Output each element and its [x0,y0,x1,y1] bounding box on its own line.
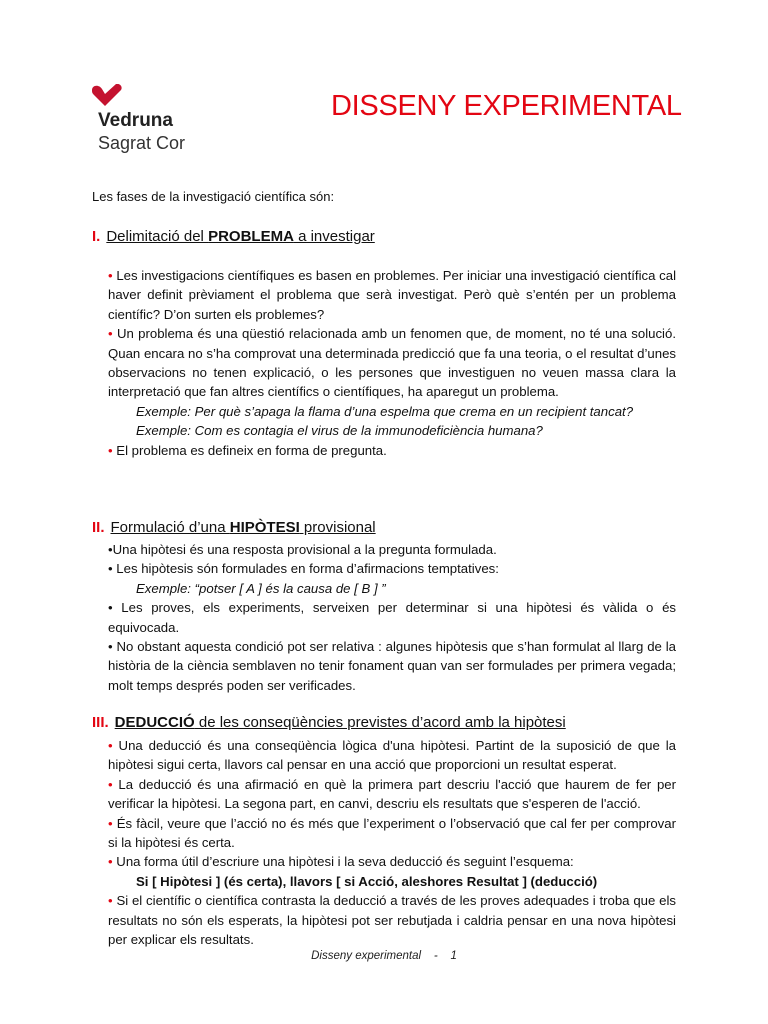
schema-text: Si [ Hipòtesi ] (és certa), llavors [ si Acció, aleshores Resultat ] (deducció) [136,873,598,889]
example-text: Exemple: Per què s’apaga la flama d’una espelma que crema en un recipient tancat? [136,403,634,419]
section-2-heading: II. Formulació d’una HIPÒTESI provisional [92,519,376,536]
page-footer: Disseny experimental - 1 [311,950,457,962]
document-title: DISSENY EXPERIMENTAL [331,90,682,122]
list-item: • No obstant aquesta condició pot ser relativa : algunes hipòtesis que s’han formulat al llarg de la història de la ciència semblaven no tenir fonament quan van ser formulades per primera vegada; molt temps després poden ser verificades. [108,639,676,693]
logo-name: Vedruna [98,110,173,131]
list-item: • El problema es defineix en forma de pregunta. [108,442,387,458]
intro-text: Les fases de la investigació científica són: [92,189,335,204]
section-1-heading: I. Delimitació del PROBLEMA a investigar [92,228,375,245]
section-3-heading: III. DEDUCCIÓ de les conseqüències previstes d’acord amb la hipòtesi [92,714,566,731]
list-item: • Un problema és una qüestió relacionada amb un fenomen que, de moment, no té una solució. Quan encara no s’ha comprovat una determinada predicció que fa una teoria, o el resultat d’unes observacions no tenen explicació, o les persones que investiguen no veuen massa clara la interpretació que fan altres científics o científiques, ha aparegut un problema. [108,326,676,400]
list-item: • És fàcil, veure que l’acció no és més que l’experiment o l’observació que cal fer per comprovar si la hipòtesi és certa. [108,815,676,851]
section-1-body [108,266,676,460]
page-number: 1 [450,950,457,962]
example-text: Exemple: Com es contagia el virus de la immunodeficiència humana? [136,423,543,439]
list-item: • La deducció és una afirmació en què la primera part descriu l'acció que haurem de fer per verificar la hipòtesi. La segona part, en canvi, descriu els resultats que s'esperen de l'acció. [108,776,676,812]
section-3-body [108,736,676,949]
school-logo [90,84,220,156]
heart-logo-icon [90,84,124,108]
list-item: • Les hipòtesis són formulades en forma d’afirmacions temptatives: [108,561,499,577]
list-item: • Una deducció és una conseqüència lògica d'una hipòtesi. Partint de la suposició de que la hipòtesi sigui certa, llavors cal pensar en una acció que proporcioni un resultat esperat. [108,738,676,773]
section-2-body [108,540,676,695]
list-item: • Si el científic o científica contrasta la deducció a través de les proves adequades i troba que els resultats no són els esperats, la hipòtesi pot ser rebutjada i caldria pensar en una nova hipòtesi per explicar els resultats. [108,893,676,948]
list-item: • Una forma útil d’escriure una hipòtesi i la seva deducció és seguint l’esquema: [108,854,574,870]
list-item: •Una hipòtesi és una resposta provisional a la pregunta formulada. [108,542,497,557]
logo-subname: Sagrat Cor [98,133,186,153]
list-item: • Les proves, els experiments, serveixen per determinar si una hipòtesi és vàlida o és equivocada. [108,600,676,635]
example-text: Exemple: “potser [ A ] és la causa de [ B ] ” [136,580,386,596]
list-item: • Les investigacions científiques es basen en problemes. Per iniciar una investigació científica cal haver definit prèviament el problema que serà investigat. Però què s’entén per un problema científic? D’on surten els problemes? [108,268,676,322]
